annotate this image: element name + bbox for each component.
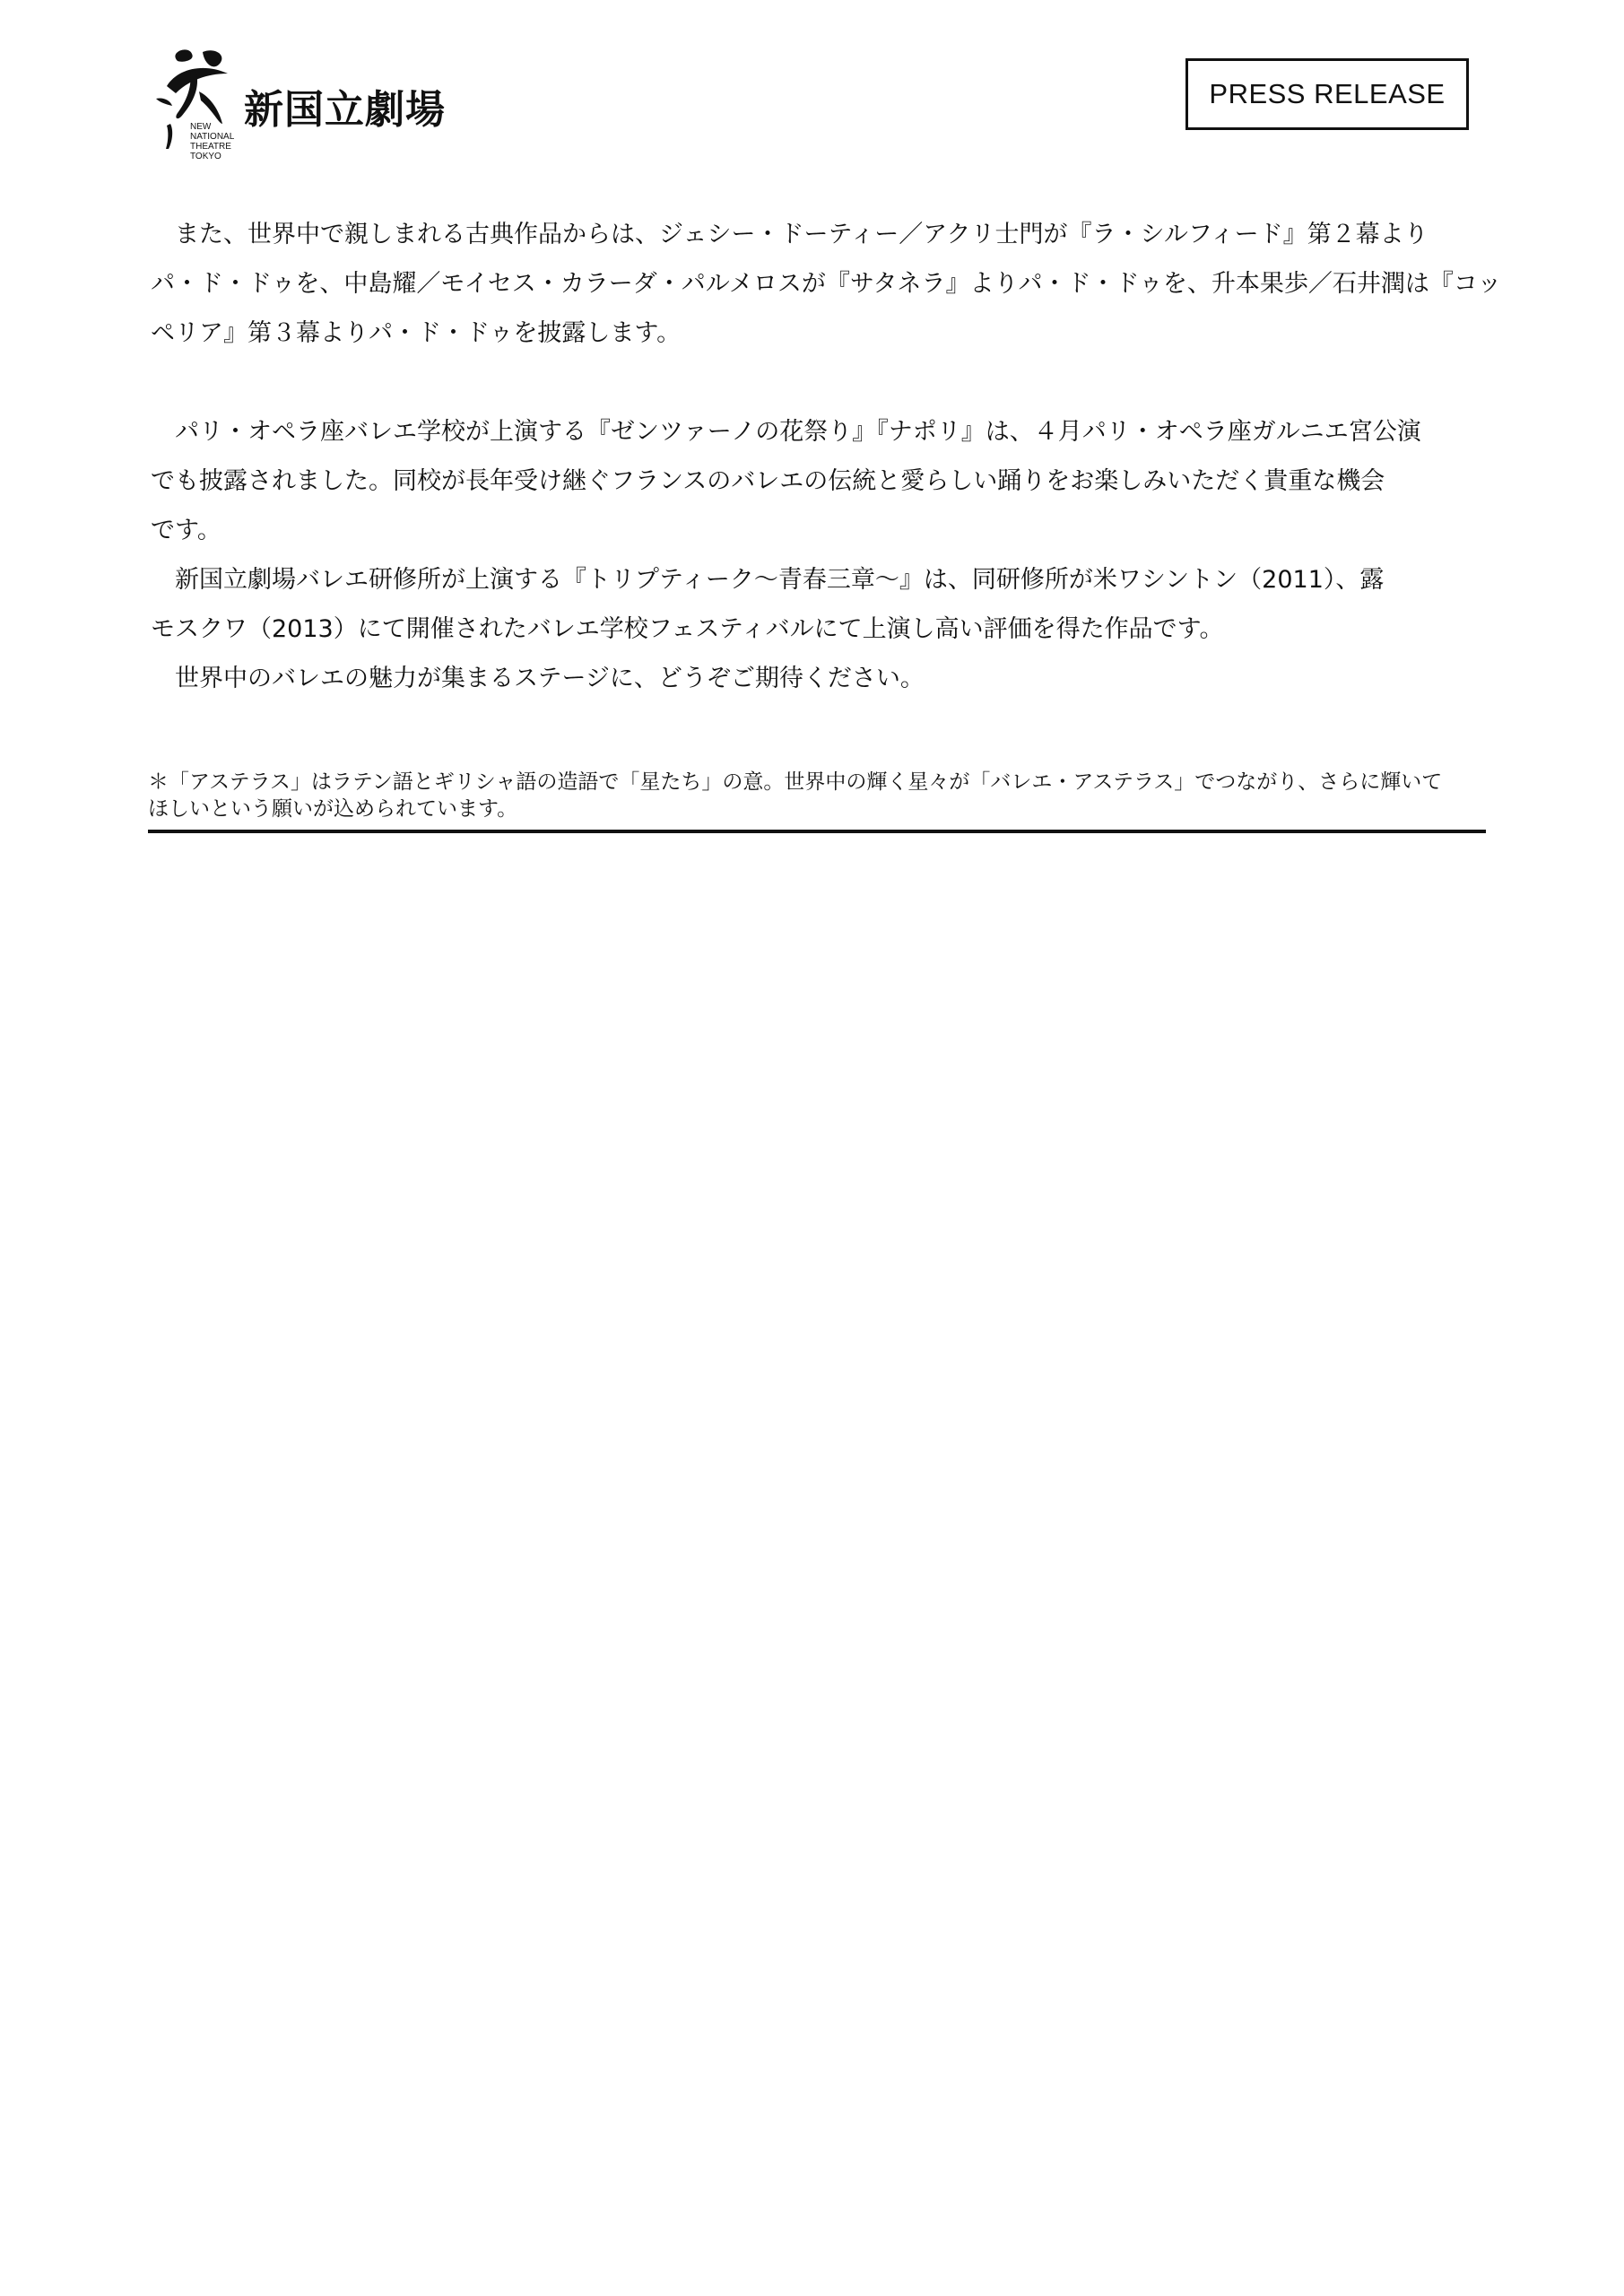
logo-sub-line: THEATRE (190, 142, 231, 152)
logo-subtitle (190, 122, 234, 161)
press-release-badge: PRESS RELEASE (1185, 58, 1469, 130)
body-line: モスクワ（2013）にて開催されたバレエ学校フェスティバルにて上演し高い評価を得た作品です。 (151, 615, 1224, 643)
body-line: です。 (151, 517, 221, 544)
logo-sub-line: TOKYO (190, 152, 221, 161)
body-line: また、世界中で親しまれる古典作品からは、ジェシー・ドーティー／アクリ士門が『ラ・シルフィード』第２幕より (151, 221, 1429, 248)
logo-wordmark: 新国立劇場 (244, 87, 446, 133)
body-line: 新国立劇場バレエ研修所が上演する『トリプティーク～青春三章～』は、同研修所が米ワシントン（2011）、露 (151, 566, 1385, 594)
body-line: パリ・オペラ座バレエ学校が上演する『ゼンツァーノの花祭り』『ナポリ』は、４月パリ・オペラ座ガルニエ宮公演 (151, 418, 1421, 446)
nntt-logo (151, 43, 473, 169)
body-line: 世界中のバレエの魅力が集まるステージに、どうぞご期待ください。 (151, 665, 925, 692)
body-line: ペリア』第３幕よりパ・ド・ドゥを披露します。 (151, 319, 682, 347)
footnote (148, 769, 1484, 822)
logo-sub-line: NATIONAL (190, 132, 235, 142)
paragraph-gap (151, 358, 1478, 407)
body-text (151, 210, 1502, 703)
footnote-line: ほしいという願いが込められています。 (148, 797, 518, 821)
footnote-divider (148, 830, 1486, 833)
logo-sub-line: NEW (190, 122, 212, 132)
body-line: でも披露されました。同校が長年受け継ぐフランスのバレエの伝統と愛らしい踊りをお楽しみいただく貴重な機会 (151, 467, 1385, 495)
body-line: パ・ド・ドゥを、中島耀／モイセス・カラーダ・パルメロスが『サタネラ』よりパ・ド・ドゥを、升本果歩／石井潤は『コッ (151, 270, 1502, 298)
footnote-line: ＊「アステラス」はラテン語とギリシャ語の造語で「星たち」の意。世界中の輝く星々が「バレエ・アステラス」でつながり、さらに輝いて (148, 770, 1443, 794)
